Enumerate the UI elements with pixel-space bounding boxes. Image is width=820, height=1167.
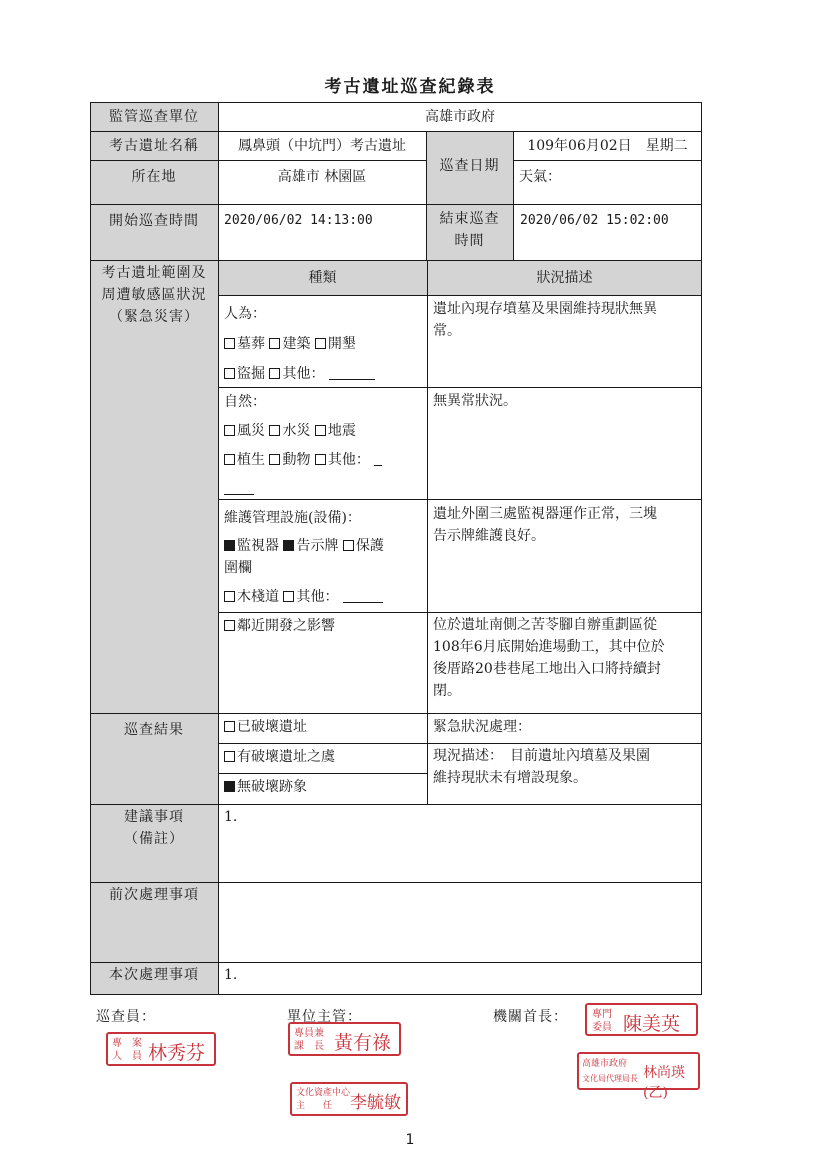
previous-action-label: 前次處理事項: [90, 882, 218, 962]
inspector-seal: 專 案 人 員 林秀芬: [106, 1032, 216, 1066]
grid-line: [218, 773, 427, 774]
human-other-blank[interactable]: [329, 379, 375, 380]
animal-checkbox[interactable]: 動物: [269, 452, 310, 468]
grid-line: [90, 102, 91, 995]
nearby-development-section: [224, 615, 424, 637]
facility-section: 維護管理設施(設備)： 監視器 告示牌 保護 圍欄 木棧道 其他：: [224, 510, 384, 605]
grid-line: [426, 131, 427, 260]
nature-other-checkbox[interactable]: 其他：: [315, 452, 370, 468]
grid-line: [513, 160, 702, 161]
suggestion-value: 1.: [224, 809, 238, 825]
grid-line: [90, 260, 702, 261]
start-time-label: 開始巡查時間: [90, 204, 218, 260]
start-time-value: 2020/06/02 14:13:00: [224, 213, 373, 228]
natural-cause-section: 自然： 風災 水災 地震 植生 動物 其他：: [224, 388, 424, 498]
facility-other-checkbox[interactable]: 其他：: [283, 589, 338, 605]
grid-line: [218, 499, 702, 500]
site-name-label: 考古遺址名稱: [90, 131, 218, 160]
inspection-form-table: [90, 102, 702, 995]
grid-line: [218, 612, 702, 613]
cultivation-checkbox[interactable]: 開墾: [315, 336, 356, 352]
boardwalk-checkbox[interactable]: 木棧道: [224, 589, 279, 605]
construction-checkbox[interactable]: 建築: [269, 336, 310, 352]
end-time-value: 2020/06/02 15:02:00: [520, 213, 669, 228]
cctv-checkbox[interactable]: 監視器: [224, 538, 279, 554]
grid-line: [90, 962, 702, 963]
natural-cause-description: 無異常狀況。: [433, 393, 517, 409]
nature-other-blank-2[interactable]: [224, 494, 254, 495]
human-cause-description: 遺址內現存墳墓及果園維持現狀無異 常。: [433, 301, 657, 339]
center-director-seal: 文化資產中心 主 任 李毓敏: [290, 1082, 408, 1116]
typhoon-checkbox[interactable]: 風災: [224, 423, 265, 439]
facility-description: 遺址外圍三處監視器運作正常，三塊 告示牌維護良好。: [433, 506, 657, 544]
inspection-result-label: 巡查結果: [90, 713, 218, 804]
looting-checkbox[interactable]: 盜掘: [224, 366, 265, 382]
nearby-development-checkbox[interactable]: 鄰近開發之影響: [224, 618, 335, 634]
grid-line: [218, 387, 702, 388]
site-name-value: 鳳鼻頭（中坑門）考古遺址: [238, 138, 406, 154]
human-other-checkbox[interactable]: 其他：: [269, 366, 324, 382]
fence-checkbox[interactable]: 保護: [343, 538, 384, 554]
location-value: 高雄市 林園區: [277, 169, 367, 185]
grid-line: [90, 994, 702, 995]
location-label: 所在地: [90, 160, 218, 204]
description-column-header: 狀況描述: [427, 260, 702, 295]
agency-label: 監管巡查單位: [90, 102, 218, 131]
grid-line: [427, 260, 428, 804]
signboard-checkbox[interactable]: 告示牌: [283, 538, 338, 554]
current-action-value: 1.: [224, 967, 238, 983]
grid-line: [90, 804, 702, 805]
end-time-label: 結束巡查 時間: [426, 204, 513, 260]
human-cause-section: 人為： 墓葬 建築 開墾 盜掘 其他：: [224, 299, 424, 387]
current-action-label: 本次處理事項: [90, 962, 218, 995]
commissioner-seal: 專門 委員 陳美英: [585, 1003, 698, 1036]
inspection-date-label: 巡查日期: [426, 131, 513, 204]
result-destroyed[interactable]: 已破壞遺址: [224, 713, 424, 738]
supervisor-label: 單位主管：: [287, 1009, 362, 1025]
inspector-label: 巡查員：: [96, 1009, 156, 1025]
grid-line: [218, 295, 702, 296]
grid-line: [218, 102, 219, 995]
section-chief-seal: 專員兼 課 長 黃有祿: [288, 1022, 401, 1056]
current-status-description: 現況描述： 目前遺址內墳墓及果園 維持現狀未有增設現象。: [433, 748, 650, 786]
inspection-date-value: 109年06月02日 星期二: [527, 138, 688, 154]
result-at-risk[interactable]: 有破壞遺址之虞: [224, 743, 424, 768]
document-title: 考古遺址巡查紀錄表: [324, 77, 496, 97]
bureau-director-seal: 高雄市政府 文化局代理局長 林尚瑛(乙): [577, 1052, 700, 1090]
result-no-damage[interactable]: 無破壞跡象: [224, 773, 424, 798]
grid-line: [90, 131, 702, 132]
nearby-development-description: 位於遺址南側之苦苓腳自辦重劃區從 108年6月底開始進場動工，其中位於 後厝路20巷巷尾工地出入口將持續封 閉。: [433, 617, 665, 699]
nature-other-blank-1[interactable]: [374, 465, 382, 466]
vegetation-checkbox[interactable]: 植生: [224, 452, 265, 468]
facility-other-blank[interactable]: [343, 602, 383, 603]
grid-line: [701, 102, 702, 995]
grid-line: [90, 713, 702, 714]
grid-line: [90, 204, 702, 205]
agency-value: 高雄市政府: [425, 109, 495, 125]
grid-line: [90, 882, 702, 883]
suggestion-label: 建議事項 （備註）: [90, 804, 218, 882]
grid-line: [90, 160, 426, 161]
weather-field: 天氣：: [519, 169, 561, 185]
agency-head-label: 機關首長：: [493, 1009, 568, 1025]
page-number: 1: [405, 1132, 415, 1148]
grid-line: [90, 102, 702, 103]
emergency-handling: 緊急狀況處理：: [433, 719, 531, 735]
flood-checkbox[interactable]: 水災: [269, 423, 310, 439]
earthquake-checkbox[interactable]: 地震: [315, 423, 356, 439]
type-column-header: 種類: [218, 260, 427, 295]
burial-checkbox[interactable]: 墓葬: [224, 336, 265, 352]
site-condition-label: 考古遺址範圍及 周遭敏感區狀況 （緊急災害）: [90, 260, 218, 713]
grid-line: [218, 743, 702, 744]
grid-line: [513, 131, 514, 260]
